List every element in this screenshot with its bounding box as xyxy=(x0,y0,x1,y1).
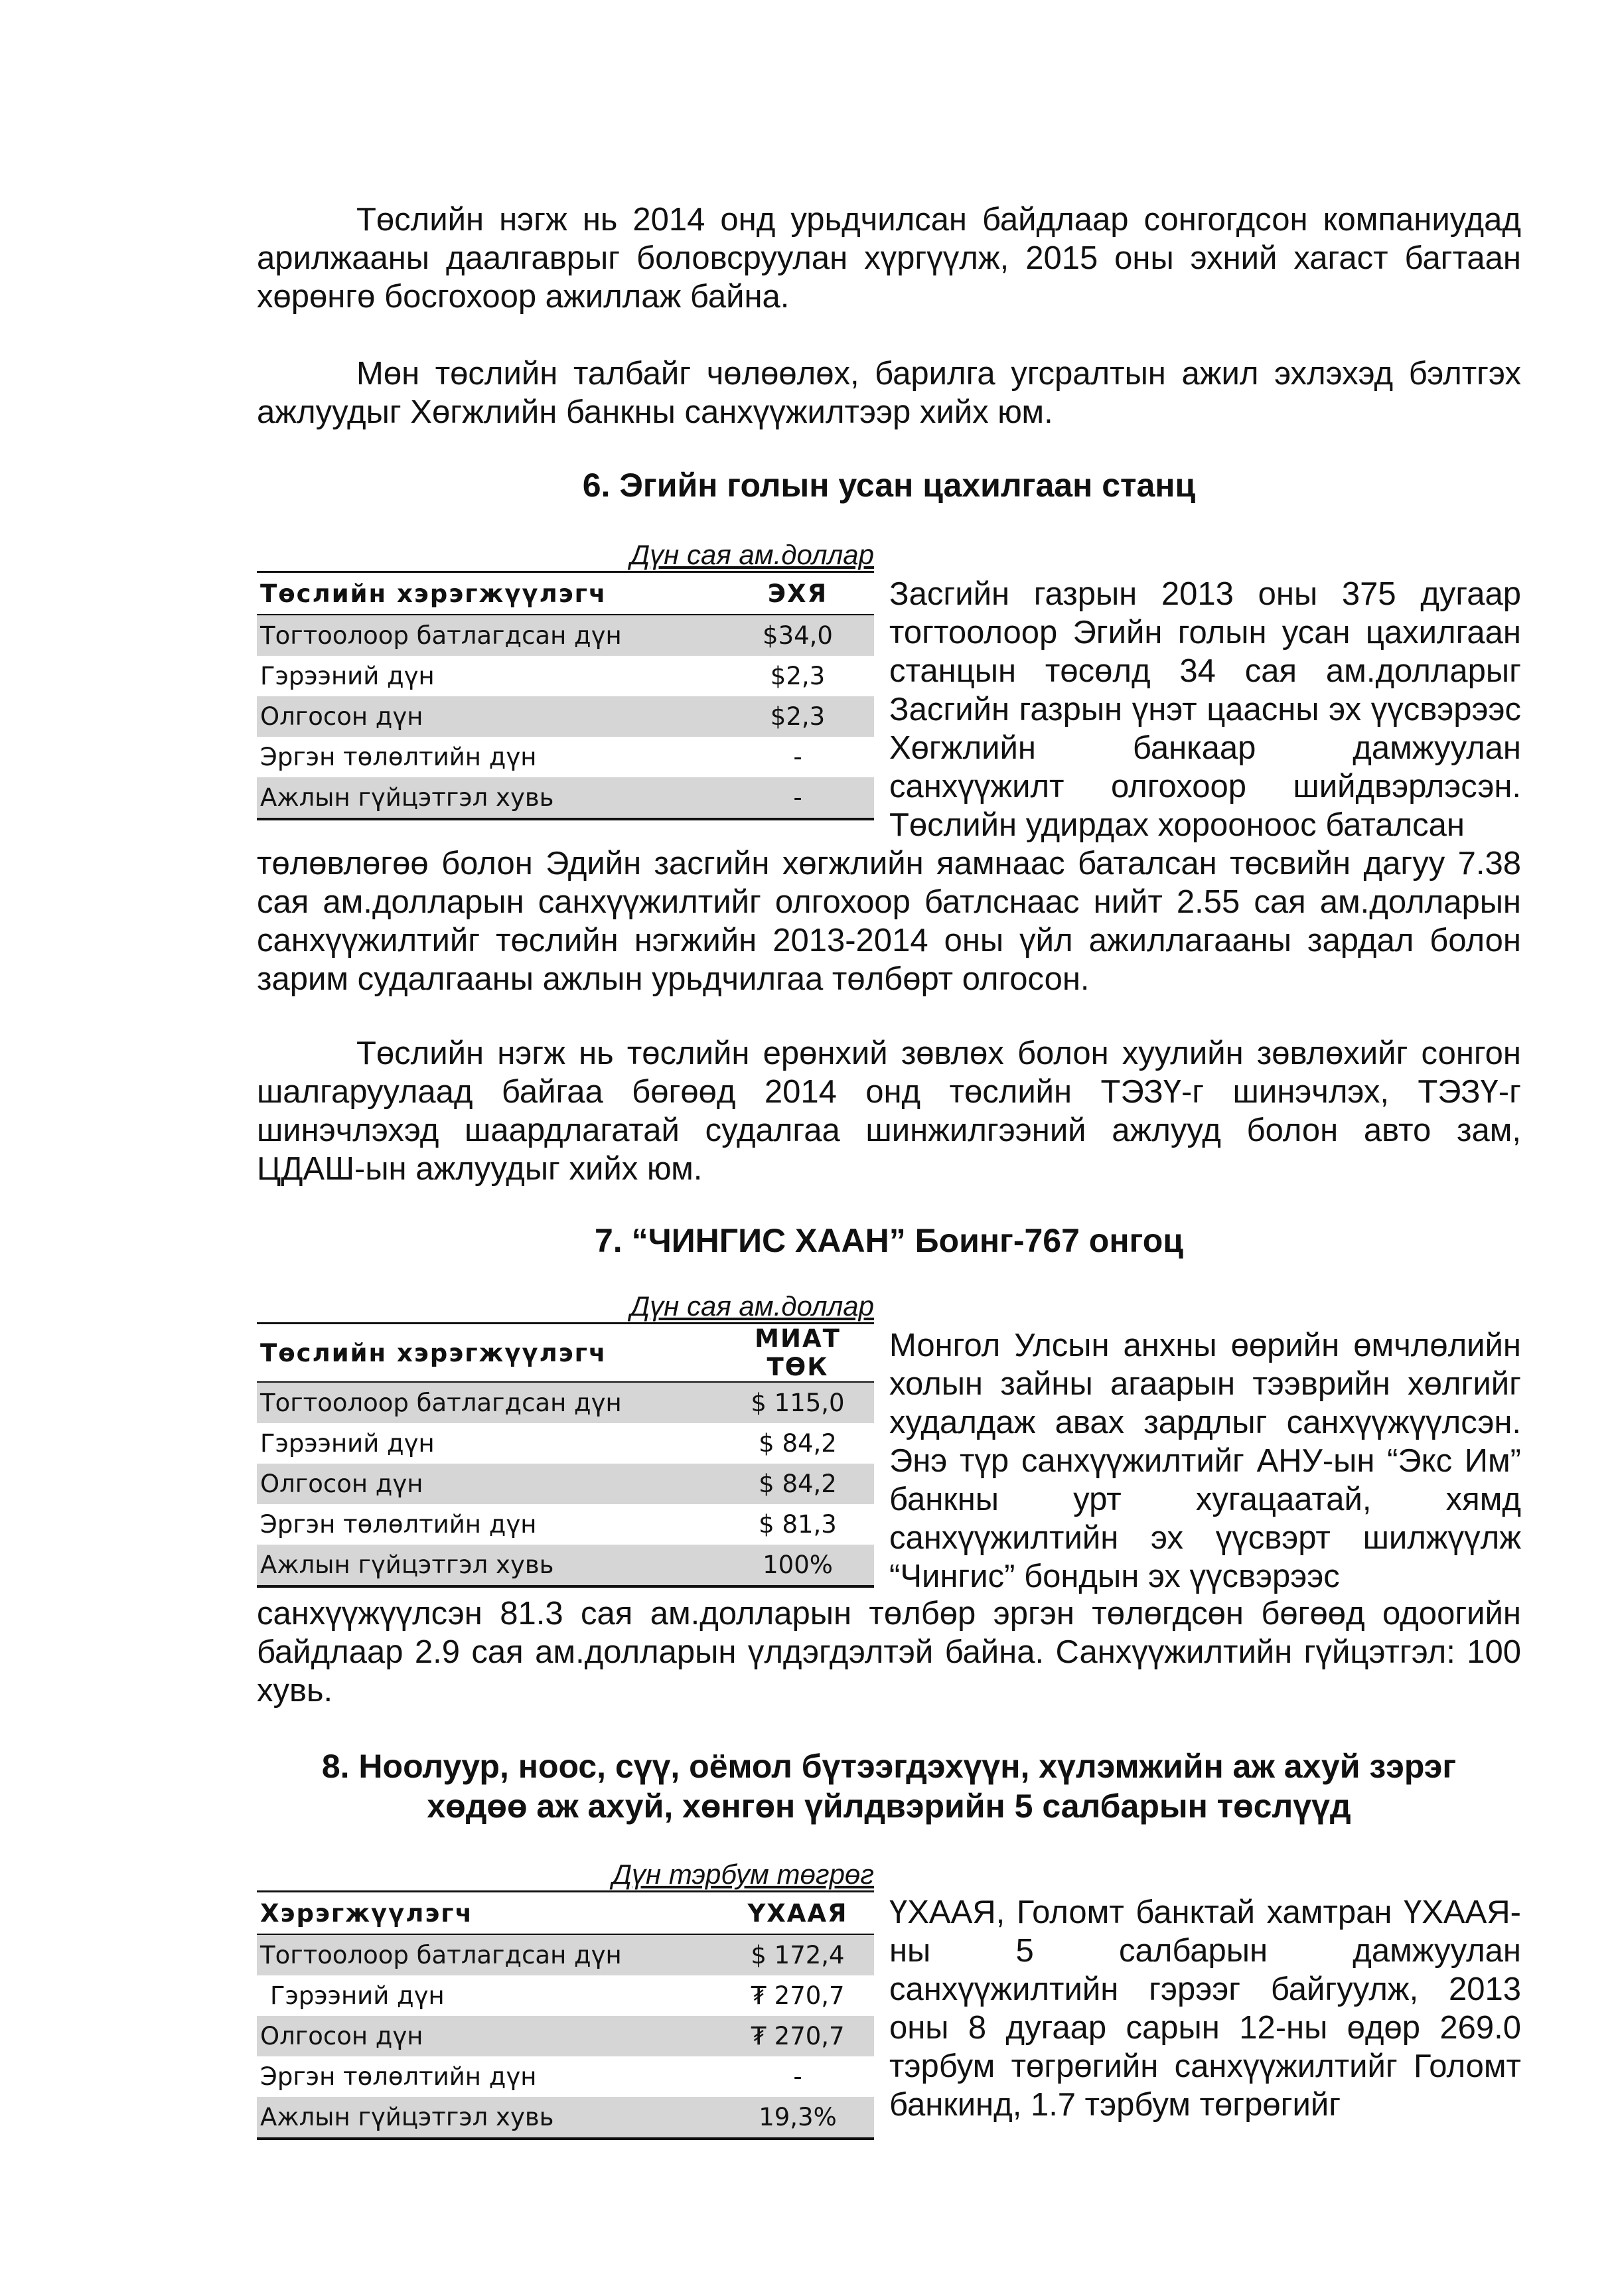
section-heading: 8. Ноолуур, ноос, сүү, оёмол бүтээгдэхүүн, хүлэмжийн аж ахуй зэрэг xyxy=(321,1748,1457,1785)
paragraph: төлөвлөгөө болон Эдийн засгийн хөгжлийн яамнаас баталсан төсвийн дагуу 7.38 сая ам.долларын санхүүжилтийг олгохоор батлснаас нийт 2.55 сая ам.долларын санхүүжилтийг төслийн нэгжийн 2013-2014 оны үйл ажиллагааны зардал болон зарим судалгааны ажлын урьдчилгаа төлбөрт олгосон. xyxy=(257,846,1521,997)
row-label: Гэрээний дүн xyxy=(260,1429,435,1458)
table-row xyxy=(257,2097,874,2139)
row-label: Ажлын гүйцэтгэл хувь xyxy=(257,1545,718,1586)
row-value: ₮ 270,7 xyxy=(751,1981,845,2010)
side-text: Засгийн газрын 2013 оны 375 дугаар тогтоолоор Эгийн голын усан цахилгаан станцын төсөлд 34 сая ам.долларыг Засгийн газрын үнэт цаасны эх үүсвэрээс Хөгжлийн банкаар дамжуулан санхүүжилт олгохоор шийдвэрлэсэн. Төслийн удирдах хорооноос баталсан xyxy=(889,576,1521,843)
unit-label: Дүн сая ам.доллар xyxy=(630,539,874,570)
table-row xyxy=(257,737,874,777)
row-value: $ 115,0 xyxy=(718,1382,874,1423)
paragraph: санхүүжүүлсэн 81.3 сая ам.долларын төлбөр эргэн төлөгдсөн бөгөөд одоогийн байдлаар 2.9 сая ам.долларын үлдэгдэлтэй байна. Санхүүжилтийн гүйцэтгэл: 100 хувь. xyxy=(257,1596,1521,1709)
table-row xyxy=(257,1975,874,2016)
row-label: Ажлын гүйцэтгэл хувь xyxy=(257,2097,718,2139)
row-label: Олгосон дүн xyxy=(257,2016,718,2056)
finance-table xyxy=(257,1322,874,1588)
finance-table xyxy=(257,571,874,820)
table-header-agency: ЭХЯ xyxy=(718,572,874,615)
table-row xyxy=(257,656,874,696)
row-value: - xyxy=(793,2062,802,2091)
paragraph: Төслийн нэгж нь төслийн ерөнхий зөвлөх болон хуулийн зөвлөхийг сонгон шалгаруулаад байгаа бөгөөд 2014 онд төслийн ТЭЗҮ-г шинэчлэх, ТЭЗҮ-г шинэчлэхэд шаардлагатай судалгаа шинжилгээний ажлууд болон авто зам, ЦДАШ-ын ажлуудыг хийх юм. xyxy=(257,1035,1521,1187)
row-label: Гэрээний дүн xyxy=(270,1981,445,2010)
table-header-implementer: Хэрэгжүүлэгч xyxy=(257,1892,718,1935)
row-label: Эргэн төлөлтийн дүн xyxy=(260,2062,537,2091)
row-value: $ 172,4 xyxy=(718,1934,874,1975)
row-value: $ 84,2 xyxy=(759,1429,837,1458)
row-value: - xyxy=(793,743,802,771)
row-value: - xyxy=(718,777,874,819)
table-row xyxy=(257,1545,874,1586)
table-header-agency: МИАТ ТӨК xyxy=(718,1324,874,1383)
table-header-agency: ҮХААЯ xyxy=(718,1892,874,1935)
table-row xyxy=(257,1504,874,1545)
section-heading: 6. Эгийн голын усан цахилгаан станц xyxy=(582,467,1196,504)
finance-table xyxy=(257,1890,874,2140)
row-label: Тогтоолоор батлагдсан дүн xyxy=(257,615,718,656)
table-row xyxy=(257,1934,874,1975)
section-heading: хөдөө аж ахуй, хөнгөн үйлдвэрийн 5 салбарын төслүүд xyxy=(427,1788,1351,1825)
row-label: Тогтоолоор батлагдсан дүн xyxy=(257,1382,718,1423)
table-header-implementer: Төслийн хэрэгжүүлэгч xyxy=(257,1324,718,1383)
row-label: Эргэн төлөлтийн дүн xyxy=(260,1510,537,1539)
unit-label: Дүн сая ам.доллар xyxy=(630,1290,874,1322)
table-row xyxy=(257,1464,874,1504)
row-value: $2,3 xyxy=(770,662,826,690)
row-value: $34,0 xyxy=(718,615,874,656)
row-label: Тогтоолоор батлагдсан дүн xyxy=(257,1934,718,1975)
table-row xyxy=(257,615,874,656)
row-value: $ 84,2 xyxy=(718,1464,874,1504)
unit-label: Дүн тэрбум төгрөг xyxy=(612,1859,874,1890)
table-row xyxy=(257,1382,874,1423)
table-row xyxy=(257,696,874,737)
table-row xyxy=(257,1423,874,1464)
row-label: Олгосон дүн xyxy=(257,696,718,737)
paragraph: Мөн төслийн талбайг чөлөөлөх, барилга угсралтын ажил эхлэхэд бэлтгэх ажлуудыг Хөгжлийн банкны санхүүжилтээр хийх юм. xyxy=(257,356,1521,430)
row-value: $ 81,3 xyxy=(759,1510,837,1539)
row-label: Эргэн төлөлтийн дүн xyxy=(260,743,537,771)
row-value: ₮ 270,7 xyxy=(718,2016,874,2056)
table-row xyxy=(257,2056,874,2097)
table-header-implementer: Төслийн хэрэгжүүлэгч xyxy=(257,572,718,615)
row-value: $2,3 xyxy=(718,696,874,737)
section-heading: 7. “ЧИНГИС ХААН” Боинг-767 онгоц xyxy=(594,1222,1183,1259)
side-text: Монгол Улсын анхны өөрийн өмчлөлийн холын зайны агаарын тээврийн хөлгийг худалдаж авах зардлыг санхүүжүүлсэн. Энэ түр санхүүжилтийг АНУ-ын “Экс Им” банкны урт хугацаатай, хямд санхүүжилтийн эх үүсвэрт шилжүүлж “Чингис” бондын эх үүсвэрээс xyxy=(889,1328,1521,1594)
table-row xyxy=(257,2016,874,2056)
row-label: Гэрээний дүн xyxy=(260,662,435,690)
row-label: Ажлын гүйцэтгэл хувь xyxy=(257,777,718,819)
paragraph: Төслийн нэгж нь 2014 онд урьдчилсан байдлаар сонгогдсон компаниудад арилжааны даалгаврыг боловсруулан хүргүүлж, 2015 оны эхний хагаст багтаан хөрөнгө босгохоор ажиллаж байна. xyxy=(257,202,1521,315)
table-row xyxy=(257,777,874,819)
row-value: 100% xyxy=(718,1545,874,1586)
side-text: ҮХААЯ, Голомт банктай хамтран ҮХААЯ-ны 5 салбарын дамжуулан санхүүжилтийн гэрээг байгуулж, 2013 оны 8 дугаар сарын 12-ны өдөр 269.0 тэрбум төгрөгийн санхүүжилтийг Голомт банкинд, 1.7 тэрбум төгрөгийг xyxy=(889,1894,1521,2123)
row-value: 19,3% xyxy=(718,2097,874,2139)
row-label: Олгосон дүн xyxy=(257,1464,718,1504)
